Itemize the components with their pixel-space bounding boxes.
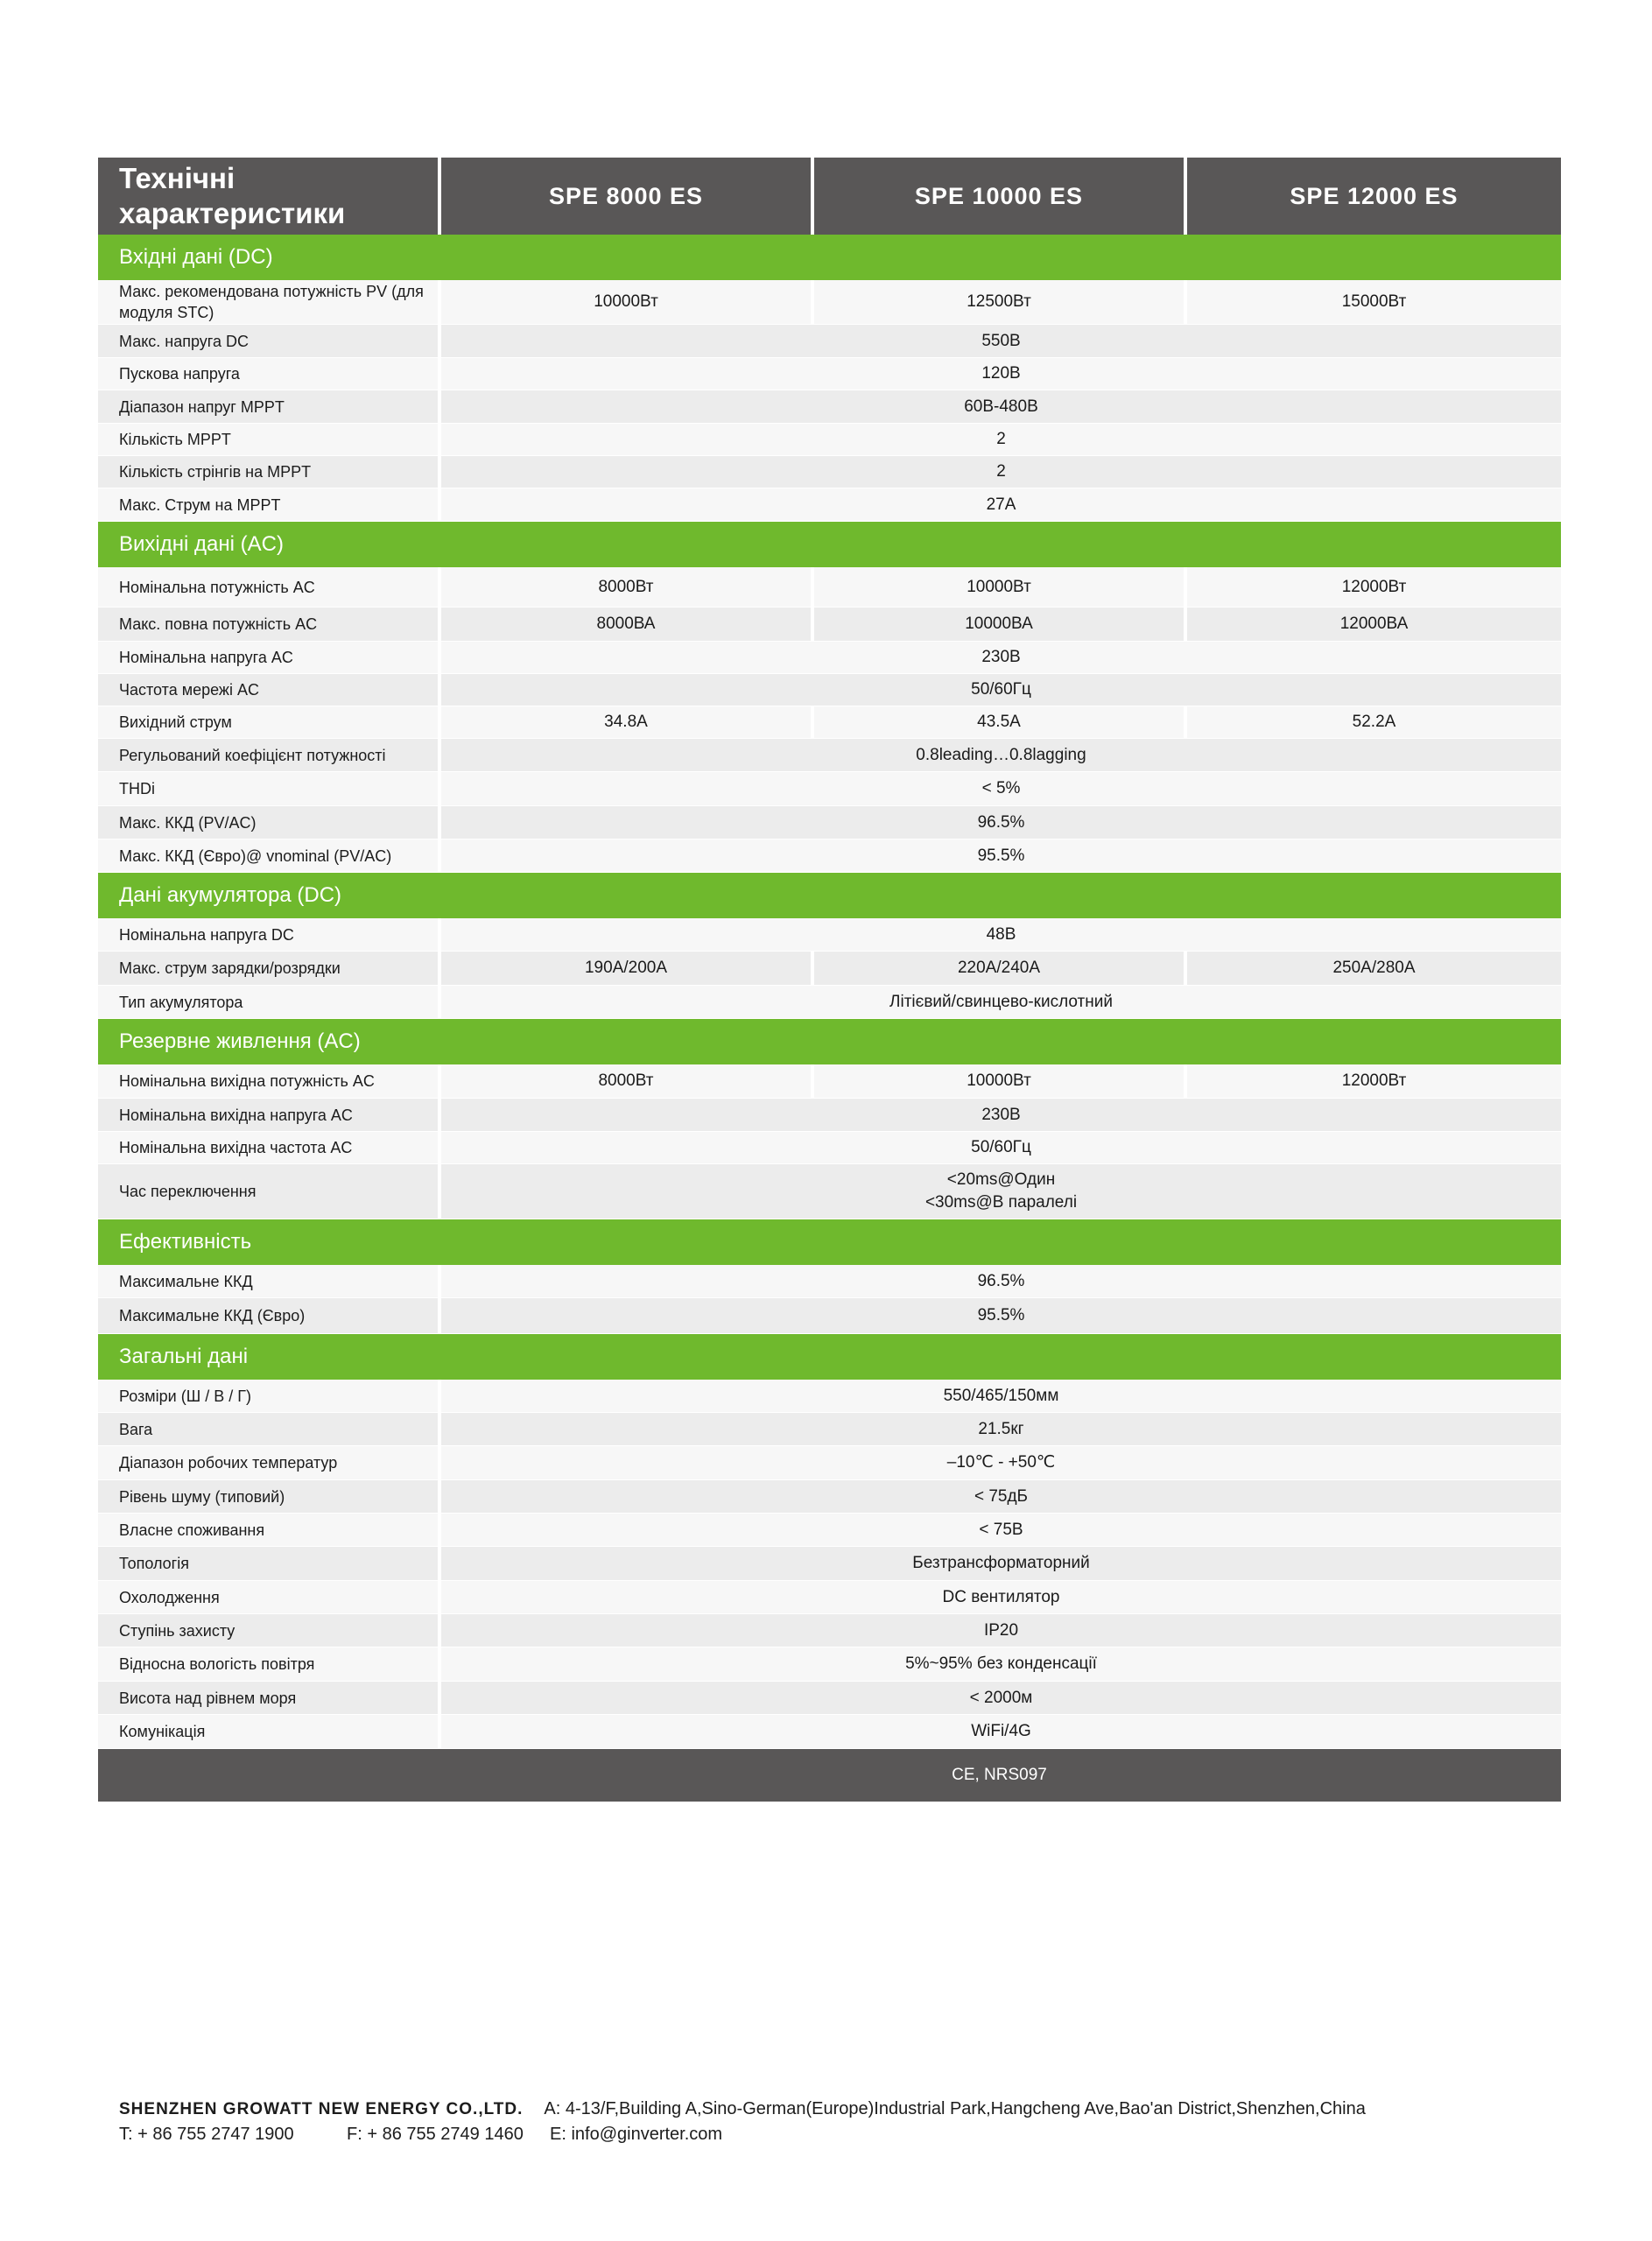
row-label: Вихідний струм: [98, 706, 438, 738]
table-row: [98, 674, 1561, 706]
table-row: [98, 1715, 1561, 1749]
table-row: [98, 1099, 1561, 1132]
table-row: [98, 1298, 1561, 1334]
row-value: 120В: [441, 358, 1561, 390]
table-row: [98, 1132, 1561, 1164]
row-value: 220A/240A: [814, 952, 1184, 985]
company-name: SHENZHEN GROWATT NEW ENERGY CO.,LTD.: [119, 2100, 524, 2118]
row-value: < 75В: [441, 1514, 1561, 1546]
table-title-line1: Технічні: [119, 162, 235, 194]
row-value: Літієвий/свинцево-кислотний: [441, 986, 1561, 1018]
row-label: Максимальне ККД: [98, 1265, 438, 1297]
model-header-2: SPE 10000 ES: [814, 158, 1184, 235]
row-label: Макс. повна потужність AC: [98, 608, 438, 641]
table-row: [98, 918, 1561, 952]
row-value: 550В: [441, 325, 1561, 357]
table-row: [98, 1614, 1561, 1647]
section-header: Загальні дані: [98, 1334, 1561, 1380]
row-value: Безтрансформаторний: [441, 1547, 1561, 1580]
row-value: 52.2A: [1187, 706, 1561, 738]
row-label: Рівень шуму (типовий): [98, 1480, 438, 1513]
row-label: Макс. напруга DC: [98, 325, 438, 357]
row-label: Макс. ККД (Євро)@ vnominal (PV/AC): [98, 839, 438, 872]
row-label: Макс. струм зарядки/розрядки: [98, 952, 438, 985]
row-value: 5%~95% без конденсації: [441, 1647, 1561, 1681]
table-title: [98, 158, 438, 235]
table-row: [98, 839, 1561, 873]
table-row: [98, 1682, 1561, 1715]
row-label: Вага: [98, 1413, 438, 1445]
table-row: [98, 772, 1561, 806]
row-value: 2: [441, 456, 1561, 488]
row-value: 27A: [441, 488, 1561, 521]
spec-table: [98, 158, 1561, 1802]
row-label: Частота мережі AC: [98, 674, 438, 706]
row-value: IP20: [441, 1614, 1561, 1647]
row-label: Пускова напруга: [98, 358, 438, 390]
row-value: [441, 1164, 1561, 1219]
row-value: 10000ВА: [814, 608, 1184, 641]
model-header-3: SPE 12000 ES: [1187, 158, 1561, 235]
table-row: [98, 1265, 1561, 1298]
row-value: 43.5A: [814, 706, 1184, 738]
company-info: [119, 2099, 1366, 2145]
table-row: [98, 488, 1561, 522]
table-row: [98, 1064, 1561, 1099]
row-label: Висота над рівнем моря: [98, 1682, 438, 1714]
row-label: Час переключення: [98, 1164, 438, 1219]
row-value-line: <20ms@Один: [946, 1170, 1056, 1189]
table-row: [98, 424, 1561, 456]
table-row: [98, 952, 1561, 986]
row-value: 15000Вт: [1187, 280, 1561, 324]
row-value: < 75дБ: [441, 1480, 1561, 1513]
row-value: 50/60Гц: [441, 1132, 1561, 1163]
row-label: Комунікація: [98, 1715, 438, 1748]
table-row: [98, 706, 1561, 739]
row-value: 2: [441, 424, 1561, 455]
row-value: 8000Вт: [441, 567, 811, 607]
row-value: 12000Вт: [1187, 1064, 1561, 1098]
row-label: Тип акумулятора: [98, 986, 438, 1018]
company-phone: T: + 86 755 2747 1900: [119, 2125, 294, 2144]
row-value: 8000ВА: [441, 608, 811, 641]
certification-value: CE, NRS097: [952, 1766, 1047, 1784]
row-value: 60В-480В: [441, 390, 1561, 423]
row-label: Регульований коефіцієнт потужності: [98, 739, 438, 771]
row-value: 190A/200A: [441, 952, 811, 985]
row-label: THDi: [98, 772, 438, 805]
row-value: –10℃ ‐ +50℃: [441, 1446, 1561, 1479]
row-label: Номінальна вихідна потужність AC: [98, 1064, 438, 1098]
row-label: Номінальна напруга DC: [98, 918, 438, 951]
row-label: Номінальна потужність AC: [98, 567, 438, 607]
table-row: [98, 1413, 1561, 1446]
row-value: 230В: [441, 1099, 1561, 1131]
table-row: [98, 1446, 1561, 1480]
table-row: [98, 1514, 1561, 1547]
table-row: [98, 390, 1561, 424]
row-value: 12500Вт: [814, 280, 1184, 324]
row-label: Номінальна вихідна напруга AC: [98, 1099, 438, 1131]
row-label: Макс. Струм на MPPT: [98, 488, 438, 521]
table-row: [98, 358, 1561, 390]
table-row: [98, 1164, 1561, 1219]
row-value: WiFi/4G: [441, 1715, 1561, 1748]
row-value: 550/465/150мм: [441, 1380, 1561, 1412]
row-value: 10000Вт: [814, 1064, 1184, 1098]
row-label: Номінальна вихідна частота AC: [98, 1132, 438, 1163]
section-header: Ефективність: [98, 1219, 1561, 1265]
row-value: 0.8leading…0.8lagging: [441, 739, 1561, 771]
company-email: E: info@ginverter.com: [550, 2125, 723, 2144]
table-title-line2: характеристики: [119, 197, 346, 229]
section-header: Вихідні дані (AC): [98, 522, 1561, 567]
table-row: [98, 456, 1561, 488]
company-address: A: 4-13/F,Building A,Sino-German(Europe)Industrial Park,Hangcheng Ave,Bao'an District,Shenzhen,China: [544, 2099, 1366, 2118]
table-row: [98, 1380, 1561, 1413]
table-row: [98, 1581, 1561, 1614]
row-value: 34.8A: [441, 706, 811, 738]
table-row: [98, 325, 1561, 358]
row-label: Діапазон робочих температур: [98, 1446, 438, 1479]
table-row: [98, 806, 1561, 839]
row-label: Макс. рекомендована потужність PV (для модуля STC): [98, 280, 438, 324]
row-label: Охолодження: [98, 1581, 438, 1613]
row-label: Ступінь захисту: [98, 1614, 438, 1647]
row-value: 12000Вт: [1187, 567, 1561, 607]
table-row: [98, 986, 1561, 1019]
table-row: [98, 608, 1561, 642]
row-value: 250A/280A: [1187, 952, 1561, 985]
row-label: Власне споживання: [98, 1514, 438, 1546]
row-value: 96.5%: [441, 806, 1561, 839]
section-header: Дані акумулятора (DC): [98, 873, 1561, 918]
row-value: DC вентилятор: [441, 1581, 1561, 1613]
row-label: Номінальна напруга AC: [98, 642, 438, 673]
table-body: [98, 235, 1561, 1749]
row-value: < 5%: [441, 772, 1561, 805]
table-header: [98, 158, 1561, 235]
row-value: 8000Вт: [441, 1064, 811, 1098]
section-header: Вхідні дані (DC): [98, 235, 1561, 280]
certification-bar: [98, 1749, 1561, 1802]
row-value: 21.5кг: [441, 1413, 1561, 1445]
row-label: Макс. ККД (PV/AC): [98, 806, 438, 839]
row-label: Максимальне ККД (Євро): [98, 1298, 438, 1333]
row-value: 95.5%: [441, 1298, 1561, 1333]
row-label: Відносна вологість повітря: [98, 1647, 438, 1681]
row-value: 95.5%: [441, 839, 1561, 872]
row-value: 48В: [441, 918, 1561, 951]
row-value: 230В: [441, 642, 1561, 673]
row-label: Діапазон напруг MPPT: [98, 390, 438, 423]
row-value: 12000ВА: [1187, 608, 1561, 641]
section-header: Резервне живлення (AC): [98, 1019, 1561, 1064]
row-value: 10000Вт: [814, 567, 1184, 607]
table-row: [98, 280, 1561, 325]
table-row: [98, 1547, 1561, 1581]
table-row: [98, 739, 1561, 772]
row-label: Розміри (Ш / В / Г): [98, 1380, 438, 1412]
row-value: 96.5%: [441, 1265, 1561, 1297]
model-header-1: SPE 8000 ES: [441, 158, 811, 235]
company-fax: F: + 86 755 2749 1460: [347, 2125, 524, 2144]
row-value: 10000Вт: [441, 280, 811, 324]
row-value-line: <30ms@В паралелі: [924, 1193, 1078, 1212]
row-value: 50/60Гц: [441, 674, 1561, 706]
row-label: Кількість MPPT: [98, 424, 438, 455]
table-row: [98, 1480, 1561, 1514]
row-label: Кількість стрінгів на MPPT: [98, 456, 438, 488]
table-row: [98, 642, 1561, 674]
table-row: [98, 1647, 1561, 1682]
row-value: < 2000м: [441, 1682, 1561, 1714]
row-label: Топологія: [98, 1547, 438, 1580]
table-row: [98, 567, 1561, 608]
